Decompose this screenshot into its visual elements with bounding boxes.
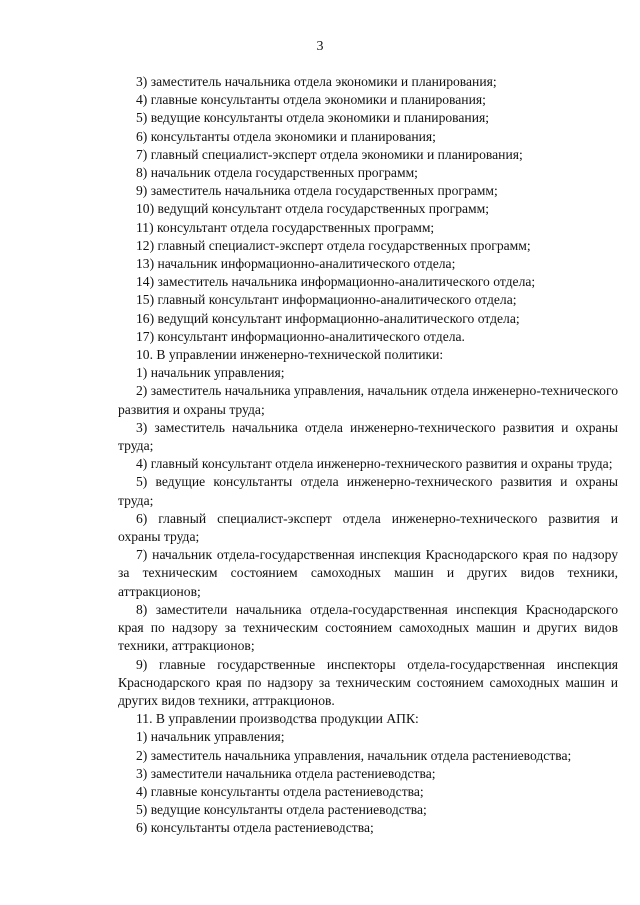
- list-paragraph: 4) главный консультант отдела инженерно-технического развития и охраны труда;: [136, 456, 613, 472]
- list-paragraph: 5) ведущие консультанты отдела инженерно-технического развития и охраны труда;: [118, 474, 618, 508]
- list-paragraph: 7) начальник отдела-государственная инспекция Краснодарского края по надзору за техническим состоянием самоходных машин и других видов техники, аттракционов;: [118, 547, 618, 599]
- list-item: 4) главные консультанты отдела растениеводства;: [136, 783, 424, 799]
- list-item: 7) главный специалист-эксперт отдела экономики и планирования;: [136, 146, 523, 162]
- list-paragraph: 8) заместители начальника отдела-государственная инспекция Краснодарского края по надзору за техническим состоянием самоходных машин и других видов техники, аттракционов;: [118, 601, 618, 654]
- list-paragraph: 2) заместитель начальника управления, начальник отдела инженерно-технического развития и охраны труда;: [118, 383, 618, 417]
- list-paragraph: 9) главные государственные инспекторы отдела-государственная инспекция Краснодарского края по надзору за техническим состоянием самоходных машин и других видов техники, аттракционов.: [118, 656, 618, 708]
- list-item: 1) начальник управления;: [136, 365, 285, 381]
- list-paragraph: 3) заместитель начальника отдела инженерно-технического развития и охраны труда;: [118, 419, 618, 454]
- list-item: 10) ведущий консультант отдела государственных программ;: [136, 201, 490, 217]
- list-item: 8) начальник отдела государственных программ;: [136, 165, 418, 181]
- list-item: 3) заместитель начальника отдела экономики и планирования;: [136, 74, 497, 89]
- list-item: 4) главные консультанты отдела экономики и планирования;: [136, 92, 486, 108]
- list-item: 1) начальник управления;: [136, 729, 285, 745]
- section-heading: 11. В управлении производства продукции АПК:: [136, 711, 419, 727]
- list-paragraph: 2) заместитель начальника управления, начальник отдела растениеводства;: [136, 747, 572, 763]
- list-item: 16) ведущий консультант информационно-аналитического отдела;: [136, 310, 520, 326]
- list-item: 3) заместители начальника отдела растениеводства;: [136, 765, 436, 781]
- list-item: 12) главный специалист-эксперт отдела государственных программ;: [136, 237, 531, 253]
- list-item: 5) ведущие консультанты отдела экономики и планирования;: [136, 110, 490, 126]
- list-item: 15) главный консультант информационно-аналитического отдела;: [136, 292, 517, 308]
- list-item: 11) консультант отдела государственных программ;: [136, 219, 435, 235]
- page-number: 3: [316, 39, 324, 54]
- document-body: [118, 73, 618, 838]
- list-item: 5) ведущие консультанты отдела растениеводства;: [136, 802, 427, 818]
- list-item: 6) консультанты отдела экономики и планирования;: [136, 128, 436, 144]
- list-item: 14) заместитель начальника информационно-аналитического отдела;: [136, 274, 536, 290]
- list-item: 9) заместитель начальника отдела государственных программ;: [136, 183, 498, 199]
- list-item: 13) начальник информационно-аналитического отдела;: [136, 256, 456, 272]
- list-paragraph: 6) главный специалист-эксперт отдела инженерно-технического развития и охраны труда;: [118, 510, 618, 545]
- section-heading: 10. В управлении инженерно-технической политики:: [136, 347, 444, 363]
- list-item: 6) консультанты отдела растениеводства;: [136, 820, 374, 836]
- list-item: 17) консультант информационно-аналитического отдела.: [136, 328, 465, 344]
